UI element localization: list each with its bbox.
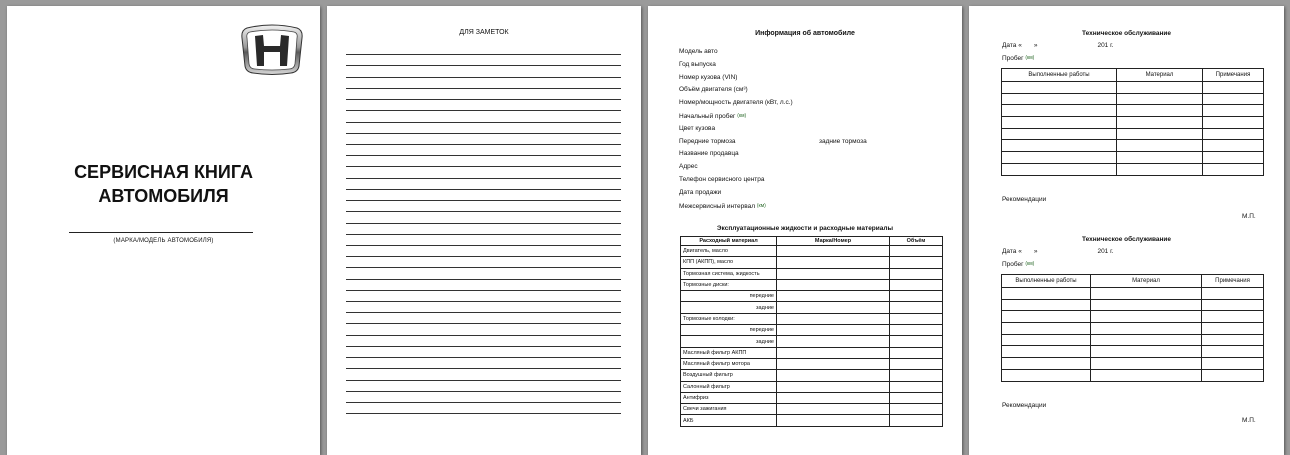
note-line	[346, 392, 621, 403]
info-field-label: Номер/мощность двигателя (кВт, л.с.)	[679, 99, 793, 107]
note-line	[346, 78, 621, 89]
fluids-cell	[777, 370, 890, 381]
maintenance-row	[1002, 140, 1264, 152]
info-field	[679, 110, 949, 123]
fluids-title: Эксплуатационные жидкости и расходные материалы	[716, 225, 894, 232]
maintenance-cell	[1091, 323, 1202, 335]
fluids-header-material: Расходный материал	[681, 237, 777, 246]
fluids-cell	[890, 246, 943, 257]
fluids-row	[681, 313, 943, 324]
maintenance-table	[1001, 68, 1264, 176]
note-line	[346, 134, 621, 145]
cover-subtitle: (МАРКА/МОДЕЛЬ АВТОМОБИЛЯ)	[113, 238, 214, 244]
note-line	[346, 403, 621, 414]
maint-header-works: Выполненные работы	[1002, 275, 1091, 288]
info-field-label: Номер кузова (VIN)	[679, 73, 738, 81]
date-mid: »	[1033, 42, 1038, 49]
info-field	[679, 136, 949, 149]
fluids-row-label: Воздушный фильтр	[681, 370, 777, 381]
maintenance-stamp: М.П.	[1242, 417, 1256, 424]
fluids-cell	[777, 404, 890, 415]
fluids-header-brand: Марка/Номер	[777, 237, 890, 246]
maintenance-cell	[1091, 288, 1202, 300]
note-line	[346, 179, 621, 190]
note-line	[346, 280, 621, 291]
note-line	[346, 224, 621, 235]
fluids-cell	[890, 415, 943, 426]
maintenance-date	[1002, 42, 1114, 49]
cover-title-line1: СЕРВИСНАЯ КНИГА	[74, 162, 253, 182]
maintenance-cell	[1203, 140, 1264, 152]
fluids-cell	[890, 392, 943, 403]
fluids-cell	[890, 313, 943, 324]
maintenance-cell	[1091, 334, 1202, 346]
maintenance-cell	[1117, 128, 1203, 140]
fluids-row-label: Двигатель, масло	[681, 246, 777, 257]
maintenance-cell	[1002, 311, 1091, 323]
maint-header-material: Материал	[1117, 69, 1203, 82]
fluids-row-label: задние	[681, 336, 777, 347]
fluids-cell	[777, 268, 890, 279]
note-line	[346, 66, 621, 77]
info-field-label: Цвет кузова	[679, 124, 716, 132]
note-line	[346, 246, 621, 257]
maintenance-recommendations: Рекомендации	[1002, 402, 1047, 409]
maintenance-cell	[1117, 117, 1203, 129]
maintenance-cell	[1002, 334, 1091, 346]
info-field-label: Дата продажи	[679, 188, 722, 196]
fluids-table	[680, 236, 943, 427]
note-line	[346, 268, 621, 279]
fluids-row	[681, 404, 943, 415]
fluids-row	[681, 370, 943, 381]
maintenance-cell	[1002, 152, 1117, 164]
info-field-unit: (км)	[756, 202, 766, 209]
info-field-label: Объём двигателя (см³)	[679, 86, 748, 94]
note-line	[346, 111, 621, 122]
honda-logo-icon	[241, 24, 303, 76]
info-field	[679, 174, 949, 187]
info-field-label: Телефон сервисного центра	[679, 175, 765, 183]
maintenance-cell	[1002, 323, 1091, 335]
fluids-row-label: Масляный фильтр мотора	[681, 358, 777, 369]
fluids-row	[681, 257, 943, 268]
note-line	[346, 257, 621, 268]
fluids-row-label: Масляный фильтр АКПП	[681, 347, 777, 358]
maintenance-cell	[1203, 93, 1264, 105]
info-field	[679, 46, 949, 59]
maintenance-recommendations: Рекомендации	[1002, 196, 1047, 203]
fluids-row-label: АКБ	[681, 415, 777, 426]
fluids-cell	[777, 313, 890, 324]
fluids-row	[681, 246, 943, 257]
fluids-cell	[890, 279, 943, 290]
fluids-row-label: Свечи зажигания	[681, 404, 777, 415]
maintenance-cell	[1117, 163, 1203, 175]
fluids-cell	[890, 370, 943, 381]
note-line	[346, 324, 621, 335]
maintenance-cell	[1091, 311, 1202, 323]
info-field	[679, 84, 949, 97]
notes-title: ДЛЯ ЗАМЕТОК	[459, 29, 509, 36]
year-label: 201	[1097, 248, 1109, 255]
maintenance-cell	[1203, 82, 1264, 94]
fluids-cell	[777, 392, 890, 403]
date-label: Дата «	[1002, 248, 1022, 255]
fluids-cell	[777, 347, 890, 358]
car-info-fields	[679, 46, 949, 212]
fluids-row	[681, 268, 943, 279]
info-field-label: Год выпуска	[679, 60, 716, 68]
maintenance-row	[1002, 346, 1264, 358]
fluids-row	[681, 358, 943, 369]
note-line	[346, 291, 621, 302]
year-label: 201	[1097, 42, 1109, 49]
car-info-page	[648, 6, 962, 455]
maintenance-row	[1002, 128, 1264, 140]
info-field-label: Адрес	[679, 163, 698, 171]
maintenance-cell	[1202, 323, 1264, 335]
fluids-cell	[890, 358, 943, 369]
maintenance-cell	[1202, 369, 1264, 381]
fluids-row	[681, 347, 943, 358]
year-suffix: г.	[1110, 248, 1114, 255]
note-line	[346, 156, 621, 167]
fluids-row-label: КПП (АКПП), масло	[681, 257, 777, 268]
fluids-cell	[777, 358, 890, 369]
info-field	[679, 123, 949, 136]
fluids-cell	[777, 279, 890, 290]
maintenance-mileage	[1002, 261, 1034, 268]
maintenance-cell	[1117, 152, 1203, 164]
maintenance-cell	[1203, 105, 1264, 117]
fluids-row	[681, 336, 943, 347]
note-line	[346, 89, 621, 100]
fluids-row	[681, 291, 943, 302]
fluids-cell	[890, 268, 943, 279]
maintenance-cell	[1117, 140, 1203, 152]
cover-underline	[69, 232, 253, 233]
maint-header-notes: Примечания	[1202, 275, 1264, 288]
maintenance-row	[1002, 105, 1264, 117]
fluids-cell	[890, 325, 943, 336]
fluids-cell	[890, 336, 943, 347]
fluids-cell	[777, 336, 890, 347]
fluids-cell	[777, 246, 890, 257]
note-line	[346, 313, 621, 324]
info-field-label: Название продавца	[679, 150, 739, 158]
note-line	[346, 212, 621, 223]
fluids-header-volume: Объём	[890, 237, 943, 246]
note-line	[346, 201, 621, 212]
maintenance-row	[1002, 334, 1264, 346]
car-info-title: Информация об автомобиле	[755, 30, 855, 37]
maintenance-row	[1002, 299, 1264, 311]
maintenance-row	[1002, 288, 1264, 300]
fluids-row	[681, 381, 943, 392]
fluids-cell	[890, 404, 943, 415]
fluids-row	[681, 415, 943, 426]
maintenance-row	[1002, 93, 1264, 105]
maintenance-title: Техническое обслуживание	[1081, 30, 1172, 37]
fluids-row-label: Тормозная система, жидкость	[681, 268, 777, 279]
fluids-cell	[777, 302, 890, 313]
fluids-row	[681, 279, 943, 290]
maintenance-cell	[1117, 105, 1203, 117]
maintenance-mileage	[1002, 55, 1034, 62]
note-line	[346, 358, 621, 369]
notes-page	[327, 6, 641, 455]
year-suffix: г.	[1110, 42, 1114, 49]
maintenance-cell	[1002, 163, 1117, 175]
rear-brakes-label: задние тормоза	[819, 137, 867, 145]
fluids-cell	[777, 291, 890, 302]
info-field	[679, 97, 949, 110]
note-line	[346, 235, 621, 246]
fluids-cell	[890, 291, 943, 302]
maint-header-material: Материал	[1091, 275, 1202, 288]
info-field-label: Передние тормоза	[679, 137, 736, 145]
maintenance-cell	[1002, 288, 1091, 300]
maintenance-cell	[1091, 358, 1202, 370]
note-line	[346, 100, 621, 111]
maintenance-cell	[1002, 358, 1091, 370]
fluids-cell	[777, 415, 890, 426]
note-line	[346, 190, 621, 201]
maintenance-cell	[1203, 117, 1264, 129]
fluids-row-label: Антифриз	[681, 392, 777, 403]
fluids-cell	[777, 381, 890, 392]
fluids-cell	[890, 302, 943, 313]
fluids-row-label: Тормозные колодки:	[681, 313, 777, 324]
mileage-label: Пробег	[1002, 55, 1024, 62]
maintenance-cell	[1202, 288, 1264, 300]
mileage-unit: (км)	[1025, 261, 1035, 267]
maintenance-cell	[1202, 358, 1264, 370]
mileage-unit: (км)	[1025, 55, 1035, 61]
fluids-row	[681, 325, 943, 336]
maintenance-cell	[1202, 299, 1264, 311]
info-field	[679, 187, 949, 200]
maintenance-cell	[1091, 346, 1202, 358]
info-field	[679, 59, 949, 72]
maintenance-row	[1002, 82, 1264, 94]
note-line	[346, 302, 621, 313]
maintenance-cell	[1203, 152, 1264, 164]
fluids-row	[681, 392, 943, 403]
maintenance-cell	[1203, 163, 1264, 175]
note-line	[346, 369, 621, 380]
info-field	[679, 161, 949, 174]
maintenance-cell	[1002, 82, 1117, 94]
fluids-row-label: передние	[681, 291, 777, 302]
maintenance-cell	[1091, 299, 1202, 311]
fluids-row	[681, 302, 943, 313]
cover-page	[7, 6, 320, 455]
info-field-label: Начальный пробег	[679, 112, 736, 120]
maintenance-cell	[1202, 311, 1264, 323]
maintenance-cell	[1002, 128, 1117, 140]
info-field-label: Межсервисный интервал	[679, 202, 756, 210]
maintenance-cell	[1002, 117, 1117, 129]
maintenance-cell	[1091, 369, 1202, 381]
note-lines	[346, 44, 621, 414]
info-field	[679, 200, 949, 213]
cover-title-line2: АВТОМОБИЛЯ	[98, 186, 229, 206]
mileage-label: Пробег	[1002, 261, 1024, 268]
fluids-cell	[890, 257, 943, 268]
info-field-label: Модель авто	[679, 48, 718, 55]
maintenance-table	[1001, 274, 1264, 382]
maint-header-works: Выполненные работы	[1002, 69, 1117, 82]
note-line	[346, 381, 621, 392]
maintenance-cell	[1203, 128, 1264, 140]
maintenance-row	[1002, 323, 1264, 335]
maintenance-row	[1002, 117, 1264, 129]
fluids-cell	[777, 257, 890, 268]
maintenance-page	[969, 6, 1284, 455]
maintenance-stamp: М.П.	[1242, 213, 1256, 220]
fluids-row-label: Тормозные диски:	[681, 279, 777, 290]
date-mid: »	[1033, 248, 1038, 255]
maintenance-cell	[1117, 82, 1203, 94]
fluids-row-label: передние	[681, 325, 777, 336]
note-line	[346, 55, 621, 66]
note-line	[346, 336, 621, 347]
maintenance-row	[1002, 369, 1264, 381]
info-field-unit: (км)	[737, 112, 747, 119]
note-line	[346, 44, 621, 55]
maintenance-row	[1002, 163, 1264, 175]
maintenance-row	[1002, 358, 1264, 370]
info-field	[679, 148, 949, 161]
maintenance-cell	[1202, 346, 1264, 358]
maintenance-cell	[1002, 140, 1117, 152]
maintenance-cell	[1202, 334, 1264, 346]
maintenance-row	[1002, 152, 1264, 164]
maintenance-cell	[1002, 299, 1091, 311]
date-label: Дата «	[1002, 42, 1022, 49]
note-line	[346, 167, 621, 178]
info-field	[679, 72, 949, 85]
maintenance-cell	[1002, 105, 1117, 117]
fluids-row-label: Салонный фильтр	[681, 381, 777, 392]
maintenance-cell	[1002, 346, 1091, 358]
maintenance-date	[1002, 248, 1114, 255]
fluids-row-label: задние	[681, 302, 777, 313]
fluids-cell	[777, 325, 890, 336]
note-line	[346, 347, 621, 358]
maintenance-cell	[1002, 369, 1091, 381]
maintenance-cell	[1117, 93, 1203, 105]
cover-title	[7, 160, 320, 208]
note-line	[346, 145, 621, 156]
note-line	[346, 123, 621, 134]
maint-header-notes: Примечания	[1203, 69, 1264, 82]
maintenance-title: Техническое обслуживание	[1081, 236, 1172, 243]
fluids-cell	[890, 347, 943, 358]
maintenance-cell	[1002, 93, 1117, 105]
fluids-cell	[890, 381, 943, 392]
maintenance-row	[1002, 311, 1264, 323]
